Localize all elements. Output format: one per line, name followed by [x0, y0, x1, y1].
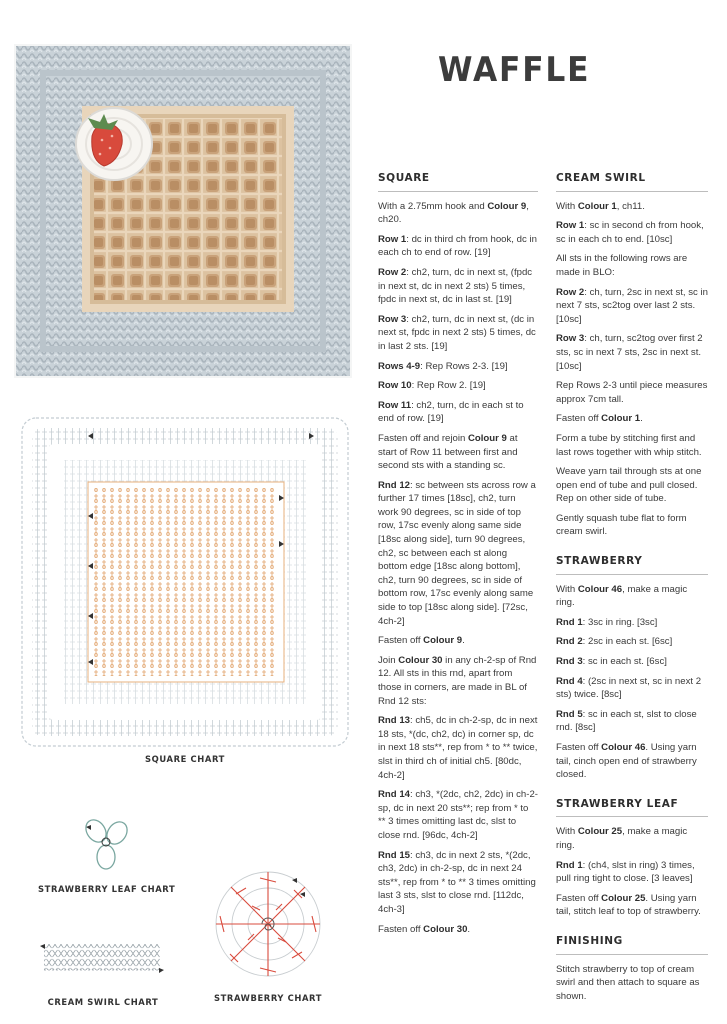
instruction: Rnd 1: (ch4, slst in ring) 3 times, pull ring tight to close. [3 leaves] — [556, 859, 695, 885]
square-heading: SQUARE — [378, 172, 538, 192]
strawberry-chart-label: STRAWBERRY CHART — [213, 993, 323, 1003]
instruction: Fasten off Colour 9. — [378, 635, 465, 647]
strawberry-leaf-chart-diagram — [78, 817, 134, 873]
instruction: Row 10: Rep Row 2. [19] — [378, 380, 486, 392]
instruction: Fasten off Colour 1. — [556, 413, 643, 425]
instruction: Weave yarn tail through sts at one open end of tube and pull closed. Rep on other side of tube. — [556, 466, 702, 505]
instruction: Rows 4-9: Rep Rows 2-3. [19] — [378, 360, 508, 372]
instruction: Row 11: ch2, turn, dc in each st to end of row. [19] — [378, 399, 524, 425]
instruction: Row 2: ch2, turn, dc in next st, (fpdc in next st, dc in next 2 sts) 5 times, fpdc in next st, dc in last st. [19] — [378, 266, 533, 306]
instruction: Fasten off and rejoin Colour 9 at start of Row 11 between first and second sts with a standing sc. — [378, 432, 518, 472]
instruction: Stitch strawberry to top of cream swirl and then attach to square as shown. — [556, 963, 700, 1002]
instruction: Fasten off Colour 30. — [378, 923, 471, 935]
square-chart-diagram — [20, 416, 350, 748]
instruction: Form a tube by stitching first and last rows together with whip stitch. — [556, 432, 702, 458]
instruction: Gently squash tube flat to form cream swirl. — [556, 512, 687, 538]
finishing-heading: FINISHING — [556, 935, 708, 955]
instruction: Join Colour 30 in any ch-2-sp of Rnd 12. All sts in this rnd, apart from those in corners, are made in BL of Rnd 12 sts: — [378, 654, 537, 707]
strawberry-heading: STRAWBERRY — [556, 555, 708, 575]
square-instructions — [378, 172, 538, 942]
toppings-instructions — [556, 172, 708, 1009]
instruction: With Colour 25, make a magic ring. — [556, 826, 688, 851]
instruction: All sts in the following rows are made in BLO: — [556, 253, 688, 278]
instruction: Fasten off Colour 46. Using yarn tail, cinch open end of strawberry closed. — [556, 742, 697, 781]
instruction: Rnd 4: (2sc in next st, sc in next 2 sts) twice. [8sc] — [556, 675, 702, 701]
instruction: Rnd 13: ch5, dc in ch-2-sp, dc in next 18 sts, *(dc, ch2, dc) in corner sp, dc in next 18 sts**, rep from * to ** twice, slst in third ch of initial ch5. [80dc, 4ch-2] — [378, 715, 538, 781]
cream-swirl-chart-label: CREAM SWIRL CHART — [47, 997, 159, 1007]
cream-swirl-chart-diagram — [40, 940, 164, 976]
instruction: Row 2: ch, turn, 2sc in next st, sc in next 7 sts, sc2tog over last 2 sts. [10sc] — [556, 286, 708, 325]
instruction: With Colour 46, make a magic ring. — [556, 583, 688, 609]
instruction: With a 2.75mm hook and Colour 9, ch20. — [378, 200, 529, 226]
instruction: Rnd 2: 2sc in each st. [6sc] — [556, 636, 673, 648]
instruction: Row 3: ch, turn, sc2tog over first 2 sts, sc in next 7 sts, 2sc in next st. [10sc] — [556, 333, 703, 372]
pattern-title: WAFFLE — [438, 50, 591, 90]
instruction: Row 1: dc in third ch from hook, dc in each ch to end of row. [19] — [378, 233, 537, 259]
cream-swirl-heading: CREAM SWIRL — [556, 172, 708, 192]
instruction: Rnd 3: sc in each st. [6sc] — [556, 656, 667, 668]
instruction: Fasten off Colour 25. Using yarn tail, stitch leaf to top of strawberry. — [556, 892, 701, 918]
instruction: With Colour 1, ch11. — [556, 200, 645, 212]
instruction: Rnd 1: 3sc in ring. [3sc] — [556, 616, 658, 628]
instruction: Rnd 15: ch3, dc in next 2 sts, *(2dc, ch3, 2dc) in ch-2-sp, dc in next 24 sts**, rep from * to ** 3 times omitting last 3 sts, slst to close rnd. [112dc, 4ch-3] — [378, 849, 536, 915]
strawberry-leaf-heading: STRAWBERRY LEAF — [556, 798, 708, 818]
instruction: Rnd 14: ch3, *(2dc, ch2, 2dc) in ch-2-sp, dc in next 20 sts**; rep from * to ** 3 times omitting last dc, slst to close rnd. [96dc, 4ch-2] — [378, 789, 538, 841]
instruction: Rep Rows 2-3 until piece measures approx 7cm tall. — [556, 380, 708, 405]
instruction: Rnd 5: sc in each st, slst to close rnd. [8sc] — [556, 708, 697, 734]
square-chart-label: SQUARE CHART — [145, 754, 225, 764]
instruction: Rnd 12: sc between sts across row a further 17 times [18sc], ch2, turn work 90 degrees, sc in side of top row, 17sc evenly along same side [18sc along side], turn 90 degrees, ch2, sc between each st along bottom edge [18sc along bottom], ch2, turn 90 degrees, sc in side of bottom row, 17sc evenly along same side to top [18sc along side]. [72sc, 4ch-2] — [378, 479, 536, 627]
strawberry-chart-diagram — [208, 868, 326, 984]
instruction: Row 1: sc in second ch from hook, sc in each ch to end. [10sc] — [556, 220, 704, 245]
waffle-square-photo — [14, 44, 352, 378]
strawberry-leaf-chart-label: STRAWBERRY LEAF CHART — [38, 884, 176, 894]
instruction: Row 3: ch2, turn, dc in next st, (dc in next st, fpdc in next 2 sts) 5 times, dc in last 2 sts. [19] — [378, 313, 536, 352]
